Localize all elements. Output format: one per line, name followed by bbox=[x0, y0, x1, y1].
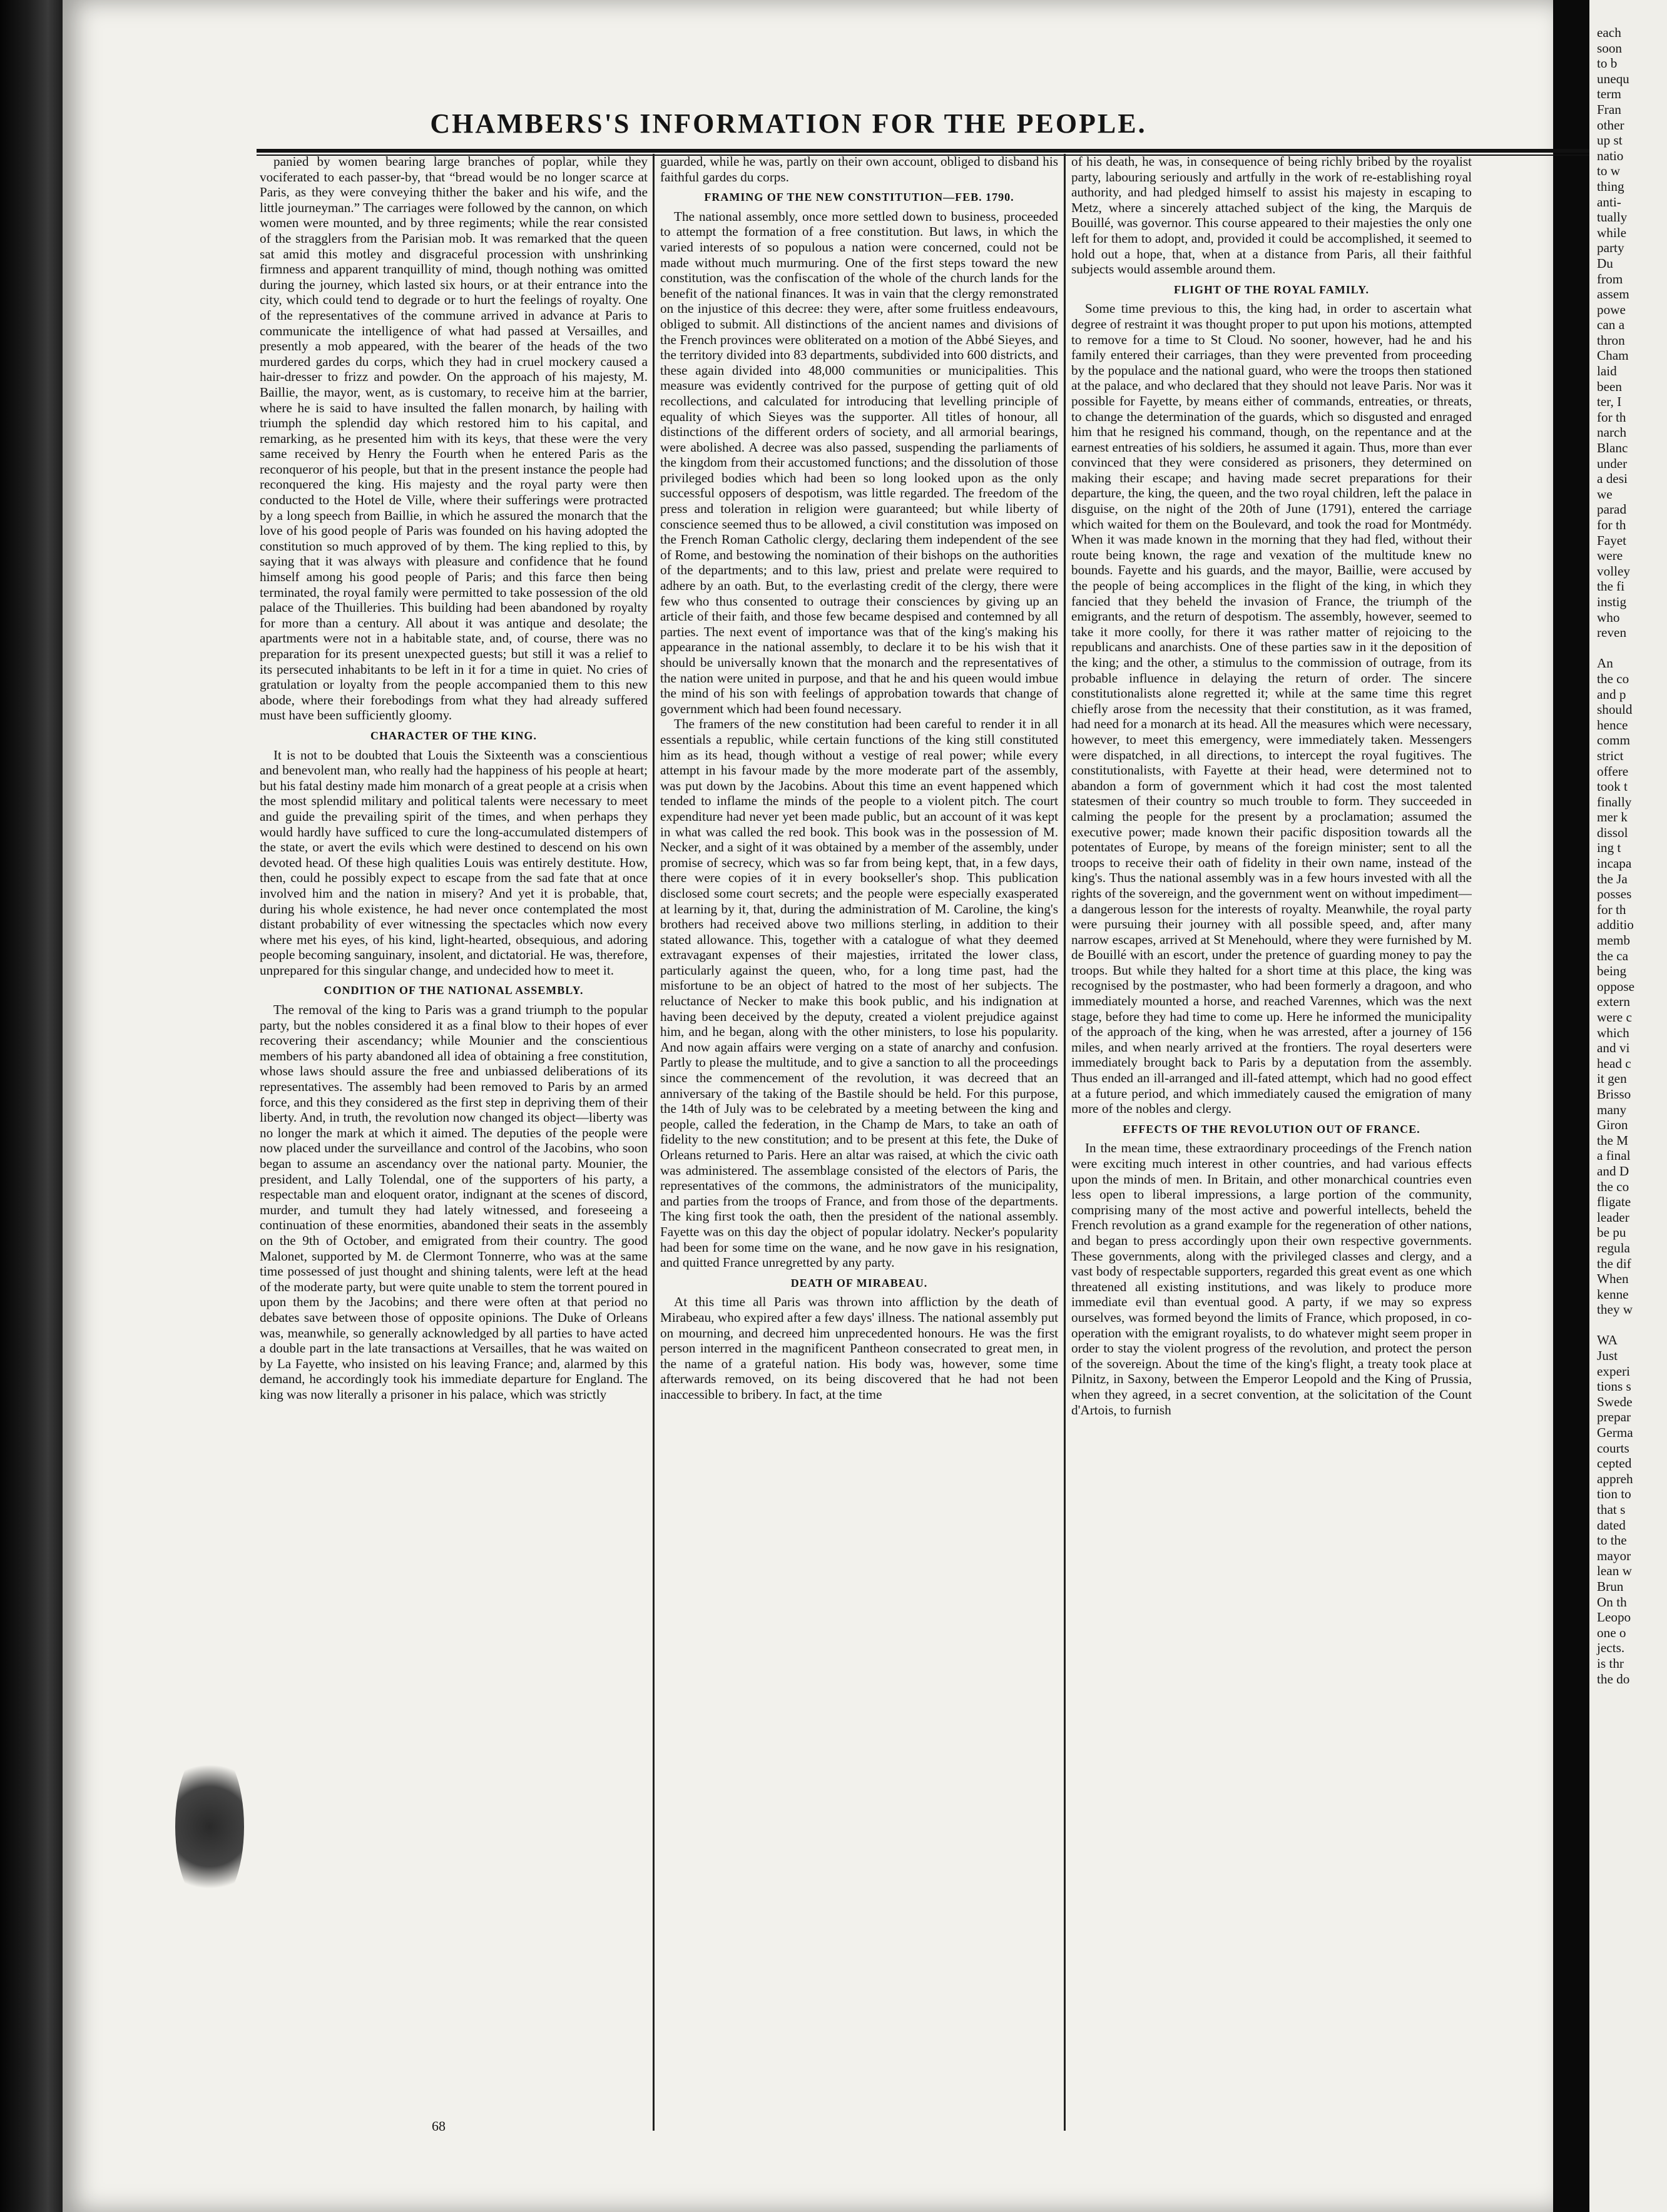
right-page-fragment: other bbox=[1597, 117, 1624, 133]
right-page-fragment: Just bbox=[1597, 1348, 1618, 1364]
right-page-fragment: to b bbox=[1597, 56, 1618, 71]
right-page-fragment: can a bbox=[1597, 317, 1625, 333]
right-page-fragment: courts bbox=[1597, 1440, 1629, 1456]
right-page-fragment: Fran bbox=[1597, 101, 1621, 117]
right-page-fragment: Fayet bbox=[1597, 532, 1627, 548]
right-page-fragment: Cham bbox=[1597, 348, 1629, 363]
right-page-fragment: be pu bbox=[1597, 1225, 1626, 1240]
right-page-fragment: kenne bbox=[1597, 1286, 1629, 1302]
right-page-fragment: soon bbox=[1597, 40, 1623, 56]
right-page-fragment: Germa bbox=[1597, 1425, 1633, 1441]
right-page-fragment: offere bbox=[1597, 763, 1629, 779]
right-page-edge bbox=[1589, 0, 1667, 2212]
paragraph: The removal of the king to Paris was a grand triumph to the popular party, but the nobles considered it as a final blow to their hopes of ever recovering their ascendancy; while Mounier and the conscientious members of his party abandoned all idea of obtaining a free constitution, whose laws should assure the free and unbiassed deliberations of its representatives. The assembly had been removed to Paris by an armed force, and this they considered as the first step in depriving them of their liberty. And, in truth, the revolution now changed its object—liberty was no longer the mark at which it aimed. The deputies of the people were now placed under the surveillance and control of the Jacobins, who soon began to assume an ascendancy over the national party. Mounier, the president, and Lally Tolendal, one of the supporters of his party, a respectable man and eloquent orator, indignant at the scenes of discord, murder, and tumult they had lately witnessed, and foreseeing a continuation of these enormities, abandoned their seats in the assembly on the 9th of October, and emigrated from their country. The good Malonet, supported by M. de Clermont Tonnerre, who was at the same time possessed of just thought and shining talents, were left at the head of the moderate party, but were quite unable to stem the torrent poured in upon them by the Jacobins; and there were often at that period no debates save between those of opposite opinions. The Duke of Orleans was, meanwhile, so generally acknowledged by all parties to have acted a double part in the late transactions at Versailles, that he was waited on by La Fayette, who insisted on his leaving France; and, alarmed by this demand, he accordingly took his immediate departure for England. The king was now literally a prisoner in his palace, which was strictly bbox=[260, 1002, 648, 1402]
right-page-fragment: fligate bbox=[1597, 1194, 1631, 1210]
paragraph: At this time all Paris was thrown into affliction by the death of Mirabeau, who expired after a few days' illness. The national assembly put on mourning, and decreed him unprecedented honours. He was the first person interred in the magnificent Pantheon consecrated to great men, in the name of a grateful nation. His body was, however, some time afterwards removed, on its being discovered that he had not been inaccessible to bribery. In fact, at the time bbox=[660, 1294, 1058, 1402]
right-page-fragment bbox=[1597, 1317, 1663, 1333]
right-page-fragment: a desi bbox=[1597, 471, 1628, 487]
right-page-fragment: tion to bbox=[1597, 1486, 1631, 1502]
right-page-fragment: dated bbox=[1597, 1517, 1626, 1533]
right-page-fragment: being bbox=[1597, 963, 1627, 979]
right-page-fragment: should bbox=[1597, 702, 1633, 718]
right-page-fragment: comm bbox=[1597, 733, 1630, 748]
right-page-fragment: regula bbox=[1597, 1240, 1630, 1256]
right-page-fragment: that s bbox=[1597, 1502, 1626, 1517]
right-page-fragment: took t bbox=[1597, 779, 1628, 794]
right-page-fragment: narch bbox=[1597, 425, 1627, 440]
ink-smudge bbox=[175, 1745, 244, 1908]
section-heading: DEATH OF MIRABEAU. bbox=[790, 1276, 928, 1289]
right-page-fragment: finally bbox=[1597, 794, 1632, 809]
book-spine bbox=[0, 0, 69, 2212]
right-page-fragment: to the bbox=[1597, 1533, 1627, 1548]
right-page-fragment: a final bbox=[1597, 1148, 1631, 1164]
column-divider-2 bbox=[1064, 154, 1066, 2131]
text-column-1 bbox=[260, 154, 648, 2124]
running-header: CHAMBERS'S INFORMATION FOR THE PEOPLE. bbox=[430, 108, 1147, 139]
right-page-fragment: the do bbox=[1597, 1671, 1630, 1687]
right-page-fragment: we bbox=[1597, 486, 1613, 502]
right-page-fragment: An bbox=[1597, 656, 1613, 671]
paragraph: Some time previous to this, the king had, in order to ascertain what degree of restraint it was thought proper to put upon his motions, attempted to remove for a time to St Cloud. No sooner, however, had he and his family entered their carriages, than they were prevented from proceeding by the populace and the national guard, who were the troops then stationed at the palace, and who declared that they should not leave Paris. Nor was it possible for Fayette, by means either of commands, entreaties, or threats, to change the determination of the guards, which so disgusted and enraged him that he resigned his command, though, on the repentance and at the earnest entreaties of his soldiers, he assumed it again. Thus, more than ever convinced that they were considered as prisoners, they determined on making their escape; and having made secret preparations for their departure, the king, the queen, and the two royal children, left the palace in disguise, on the night of the 20th of June (1791), entered the carriage which waited for them on the Boulevard, and took the road for Montmédy. When it was made known in the morning that they had fled, without their route being known, the rage and vexation of the multitude knew no bounds. Fayette and his guards, and the mayor, Baillie, were accused by the people of being accomplices in the flight of the king, in which they fancied that they beheld the invasion of France, the triumph of the emigrants, and the return of despotism. The assembly, however, seemed to take it more coolly, for there it was rather matter of rejoicing to the republicans and anarchists. One of these parties saw in it the deposition of the king; and the other, a stimulus to the commission of outrage, from its probable influence in delaying the return of order. The sincere constitutionalists alone regretted it; while at the same time this regret chiefly arose from the necessity that their constitution, as it was framed, had need for a monarch at its head. All the measures which were necessary, however, to meet this emergency, were immediately taken. Messengers were dispatched, in all directions, to intercept the royal fugitives. The constitutionalists, with Fayette at their head, were determined not to abandon a form of government which it had cost the most talented statesmen of their country so much trouble to form. They succeeded in calming the people for the present by a proclamation; assumed the executive power; made known their pacific disposition towards all the potentates of Europe, by means of the foreign minister; sent to all the troops to receive their oath of fidelity in their own name, instead of the king's. Thus the national assembly was in a few hours invested with all the rights of the sovereign, and the government went on without impediment—a dangerous lesson for the interests of royalty. Meanwhile, the royal party were pursuing their journey with all possible speed, and, after many narrow escapes, arrived at St Menehould, where they were furnished by M. de Bouillé with an escort, under the pretence of guarding money to pay the troops. But while they halted for a short time at this place, the king was recognised by the postmaster, who had been formerly a dragoon, and who immediately mounted a horse, and reached Varennes, which was the next stage, before they had time to come up. Here he informed the municipality of the approach of the king, when he was arrested, after a journey of 156 miles, and when nearly arrived at the frontiers. The royal deserters were immediately brought back to Paris by a deputation from the assembly. Thus ended an ill-arranged and ill-fated attempt, which had no good effect at a future period, and which immediately caused the emigration of many more of the nobles and clergy. bbox=[1071, 301, 1472, 1117]
right-page-fragment: thron bbox=[1597, 332, 1625, 348]
paragraph: of his death, he was, in consequence of being richly bribed by the royalist party, labouring seriously and artfully in the work of re-establishing royal authority, and had pledged himself to assist his majesty in escaping to Metz, where a sincerely attached subject of the king, the Marquis de Bouillé, was governor. This course appeared to their majesties the only one left for them to adopt, and, provided it could be accomplished, it seemed to hold out a hope, that, when at a distance from Paris, all their faithful subjects would assemble around them. bbox=[1071, 154, 1472, 277]
right-page-fragment: while bbox=[1597, 225, 1627, 240]
text-column-2 bbox=[660, 154, 1058, 2137]
right-page-fragment: hence bbox=[1597, 717, 1628, 733]
right-page-fragment: many bbox=[1597, 1102, 1627, 1117]
right-page-fragment: ter, I bbox=[1597, 394, 1622, 410]
right-page-fragment: appreh bbox=[1597, 1471, 1633, 1486]
page-number: 68 bbox=[432, 2118, 446, 2134]
right-page-fragment: it gen bbox=[1597, 1071, 1627, 1087]
right-page-fragment: one o bbox=[1597, 1625, 1626, 1640]
right-page-fragment: ing t bbox=[1597, 840, 1621, 856]
right-page-fragment: to w bbox=[1597, 163, 1621, 179]
right-page-fragment: tions s bbox=[1597, 1379, 1631, 1394]
right-page-fragment: they w bbox=[1597, 1302, 1633, 1317]
right-page-fragment: been bbox=[1597, 378, 1622, 394]
right-page-fragment: mer k bbox=[1597, 809, 1628, 825]
right-page-fragment: for th bbox=[1597, 901, 1626, 917]
right-page-fragment: mayor bbox=[1597, 1548, 1631, 1563]
right-page-fragment: Swede bbox=[1597, 1394, 1633, 1409]
right-page-fragment: incapa bbox=[1597, 856, 1632, 871]
right-page-fragment: the Ja bbox=[1597, 871, 1628, 886]
right-page-fragment: anti- bbox=[1597, 194, 1621, 210]
right-page-fragment: additio bbox=[1597, 917, 1634, 933]
column-divider-1 bbox=[653, 154, 655, 2131]
paragraph: guarded, while he was, partly on their own account, obliged to disband his faithful gardes du corps. bbox=[660, 154, 1058, 185]
right-page-fragment: head c bbox=[1597, 1055, 1631, 1071]
right-page-fragment: parad bbox=[1597, 502, 1627, 517]
right-page-fragment: and p bbox=[1597, 686, 1626, 702]
right-page-fragment: the M bbox=[1597, 1132, 1629, 1148]
right-page-fragment: Blanc bbox=[1597, 440, 1628, 456]
section-heading: EFFECTS OF THE REVOLUTION OUT OF FRANCE. bbox=[1123, 1122, 1420, 1135]
right-page-fragment: each bbox=[1597, 25, 1621, 40]
right-page-fragment: assem bbox=[1597, 287, 1629, 302]
paragraph: The framers of the new constitution had been careful to render it in all essentials a republic, while certain functions of the king still constituted him as its head, though without a vestige of real power; while every attempt in his favour made by the more moderate part of the assembly, was put down by the Jacobins. About this time an event happened which tended to inflame the minds of the people to a violent pitch. The court expenditure had never yet been made public, but an account of it was kept in what was called the red book. This book was in the possession of M. Necker, and a sight of it was obtained by a member of the assembly, under promise of secrecy, which was so far from being kept, that, in a few days, there were copies of it in every bookseller's shop. This publication disclosed some court secrets; and the people were especially exasperated at learning by it, that, during the administration of M. Caroline, the king's brothers had received above two millions sterling, in addition to their stated allowance. This, together with a catalogue of what they deemed extravagant expenses of their majesties, irritated the lower class, particularly against the queen, who, for a long time past, had the misfortune to be an object of hatred to the most of her subjects. The reluctance of Necker to make this book public, and his indignation at having been deceived by the deputy, created a violent prejudice against him, and he began, along with the other ministers, to lose his popularity. And now again affairs were verging on a state of anarchy and confusion. Partly to please the multitude, and to give a sanction to all the proceedings since the commencement of the revolution, it was decreed that an anniversary of the taking of the Bastile should be held. For this purpose, the 14th of July was to be celebrated by a meeting between the king and people, called the federation, in the Champ de Mars, to take an oath of fidelity to the new constitution; and to be present at this fete, the Duke of Orleans returned to Paris. Here an altar was raised, at which the civic oath was administered. The assemblage consisted of the electors of Paris, the representatives of the commons, the administrators of the municipality, and parties from the troops of France, and from those of the departments. The king first took the oath, then the president of the national assembly. Fayette was on this day the object of popular idolatry. Necker's popularity had been for some time on the wane, and he now gave in his resignation, and quitted France unregretted by any party. bbox=[660, 716, 1058, 1271]
right-page-fragment: is thr bbox=[1597, 1655, 1624, 1671]
right-page-fragment: powe bbox=[1597, 302, 1626, 317]
right-page-fragment: extern bbox=[1597, 994, 1630, 1010]
right-page-fragment: memb bbox=[1597, 933, 1630, 948]
right-page-fragment: WA bbox=[1597, 1332, 1618, 1348]
right-page-fragment: experi bbox=[1597, 1363, 1630, 1379]
right-page-fragment bbox=[1597, 641, 1663, 656]
right-page-fragment: cepted bbox=[1597, 1456, 1632, 1471]
right-page-fragment: Du bbox=[1597, 255, 1613, 271]
paragraph: In the mean time, these extraordinary proceedings of the French nation were exciting much interest in other countries, and had various effects upon the minds of men. In Britain, and other monarchical countries even less open to liberal impressions, a large portion of the community, comprising many of the most active and powerful intellects, beheld the French revolution as a grand example for the regeneration of other nations, and began to press accordingly upon their own respective governments. These governments, along with the privileged classes and clergy, and a vast body of respectable supporters, regarded this great event as one which threatened all existing institutions, and was likely to produce more immediate evil than eventual good. A party, if we may so express ourselves, was formed beyond the limits of France, which proposed, in co-operation with the emigrant royalists, to do whatever might seem proper in order to stay the violent progress of the revolution, and protect the person of the sovereign. About the time of the king's flight, a treaty took place at Pilnitz, in Saxony, between the Emperor Leopold and the King of Prussia, when they agreed, in a secret convention, at the solicitation of the Count d'Artois, to furnish bbox=[1071, 1140, 1472, 1418]
right-page-fragment: natio bbox=[1597, 148, 1624, 163]
right-page-fragment: unequ bbox=[1597, 71, 1629, 86]
right-page-fragment: jects. bbox=[1597, 1640, 1625, 1656]
section-heading: CONDITION OF THE NATIONAL ASSEMBLY. bbox=[324, 984, 584, 997]
right-page-fragment: Brisso bbox=[1597, 1086, 1631, 1102]
right-page-text-fragments bbox=[1589, 0, 1667, 1687]
section-heading: CHARACTER OF THE KING. bbox=[370, 729, 538, 742]
right-page-fragment: Leopo bbox=[1597, 1610, 1631, 1625]
section-heading: FLIGHT OF THE ROYAL FAMILY. bbox=[1174, 283, 1369, 296]
right-page-fragment: who bbox=[1597, 609, 1620, 625]
right-page-fragment: party bbox=[1597, 240, 1624, 256]
right-page-fragment: the ca bbox=[1597, 948, 1628, 963]
right-page-fragment: the dif bbox=[1597, 1256, 1631, 1271]
right-page-fragment: thing bbox=[1597, 178, 1624, 194]
right-page-fragment: the co bbox=[1597, 1179, 1629, 1194]
right-page-fragment: volley bbox=[1597, 563, 1630, 579]
right-page-fragment: strict bbox=[1597, 748, 1624, 763]
right-page-fragment: reven bbox=[1597, 625, 1627, 641]
right-page-fragment: oppose bbox=[1597, 978, 1635, 994]
right-page-fragment: from bbox=[1597, 271, 1623, 287]
right-page-fragment: instig bbox=[1597, 594, 1627, 609]
right-page-fragment: for th bbox=[1597, 409, 1626, 425]
header-rule-thick bbox=[257, 149, 1589, 153]
right-page-fragment: and vi bbox=[1597, 1040, 1630, 1056]
right-page-fragment: term bbox=[1597, 86, 1621, 102]
text-column-3 bbox=[1071, 154, 1472, 2137]
right-page-fragment: up st bbox=[1597, 133, 1623, 148]
right-page-fragment: lean w bbox=[1597, 1563, 1632, 1579]
right-page-fragment: When bbox=[1597, 1271, 1629, 1287]
right-page-fragment: under bbox=[1597, 455, 1628, 471]
right-page-fragment: were c bbox=[1597, 1010, 1632, 1025]
right-page-fragment: the co bbox=[1597, 671, 1629, 686]
right-page-fragment: laid bbox=[1597, 363, 1617, 379]
right-page-fragment: dissol bbox=[1597, 824, 1628, 840]
right-page-fragment: the fi bbox=[1597, 579, 1625, 594]
right-page-fragment: posses bbox=[1597, 886, 1632, 902]
paragraph: It is not to be doubted that Louis the Sixteenth was a conscientious and benevolent man, who really had the happiness of his people at heart; but his fatal destiny made him monarch of a great people at a crisis when the most splendid military and political talents were necessary to meet and guide the prevailing spirit of the times, and when perhaps they would hardly have sufficed to cure the long-accumulated distempers of the state, or avert the evils which were destined to descend on his own devoted head. Of these high qualities Louis was entirely destitute. How, then, could he possibly expect to escape from the sad fate that at once involved him and the nation in misery? And yet it is probable, that, during his whole existence, he had never once contemplated the most distant probability of ever witnessing the spectacles which now every where met his eyes, of his kind, light-hearted, obsequious, and adoring people becoming sanguinary, insolent, and dictatorial. He was, therefore, unprepared for this singular change, and undecided how to meet it. bbox=[260, 747, 648, 978]
right-page-fragment: prepar bbox=[1597, 1409, 1631, 1425]
right-page-fragment: On th bbox=[1597, 1594, 1627, 1610]
paragraph: The national assembly, once more settled down to business, proceeded to attempt the formation of a free constitution. But laws, in which the varied interests of so populous a nation were concerned, could not be made without much murmuring. One of the first steps toward the new constitution, was the confiscation of the whole of the church lands for the benefit of the national finances. It was in vain that the clergy remonstrated on the injustice of this decree: they were, after some fruitless endeavours, obliged to submit. All distinctions of the ancient names and divisions of the French provinces were obliterated on a motion of the Abbé Sieyes, and the territory divided into 83 departments, subdivided into 600 districts, and these again divided into 48,000 communities or municipalities. This measure was evidently contrived for the purpose of getting quit of old recollections, and calculated for introducing that levelling principle of equality of which Sieyes was the supporter. All titles of honour, all distinctions of the different orders of society, and all armorial bearings, were abolished. A decree was also passed, suspending the parliaments of the kingdom from their accustomed functions; and the dissolution of those privileged bodies which had been so long looked upon as the only successful opposers of despotism, was little regarded. The freedom of the press and toleration in religion were guaranteed; but while liberty of conscience seemed thus to be allowed, a civil constitution was imposed on the French Roman Catholic clergy, declaring them independent of the see of Rome, and bestowing the nomination of their bishops on the authorities of the departments; and to this law, priest and prelate were required to adhere by an oath. But, to the everlasting credit of the clergy, there were few who thus consented to outrage their consciences by giving up an article of their faith, and those few became despised and contemned by all parties. The next event of importance was that of the king's making his appearance in the national assembly, to declare it to be his wish that it should be universally known that the monarch and the representatives of the nation were united in purpose, and that he and his queen would imbue the mind of his son with feelings of approbation towards that change of government which had been found necessary. bbox=[660, 208, 1058, 716]
right-page-fragment: leader bbox=[1597, 1209, 1629, 1225]
right-page-fragment: Brun bbox=[1597, 1578, 1624, 1594]
right-page-fragment: were bbox=[1597, 548, 1623, 564]
paragraph: panied by women bearing large branches of poplar, while they vociferated to each passer-by, that “bread would be no longer scarce at Paris, as they were conveying thither the baker and his wife, and the little journeyman.” The carriages were followed by the cannon, on which women were mounted, and by three regiments; while the rear consisted of the stragglers from the Parisian mob. It was remarked that the queen sat amid this motley and disgraceful procession with unshrinking firmness and apparent tranquillity of mind, though nothing was omitted during the journey, which lasted six hours, or at their entrance into the city, which could tend to degrade or to hurt the feelings of royalty. One of the representatives of the commune arrived in advance at Paris to communicate the intelligence of what had passed at Versailles, and presently a mob appeared, with the bearer of the heads of the two murdered gardes du corps, which they had in cruel mockery caused a hair-dresser to frizz and powder. On the approach of his majesty, M. Baillie, the mayor, went, as is customary, to receive him at the barrier, where he is said to have insulted the fallen monarch, by hailing with triumph the splendid day which restored him to his capital, and remarking, as he presented him with its keys, that these were the very same received by Henry the Fourth when he entered Paris as the reconqueror of his people, but that in the present instance the people had reconquered the king. His majesty and the royal party were then conducted to the Hotel de Ville, where their sufferings were protracted by a long speech from Baillie, in which he assured the monarch that the love of his good people of Paris was founded on his having adopted the constitution so much approved of by them. The king replied to this, by saying that it was always with pleasure and confidence that he found himself among his good people of Paris; and this farce then being terminated, the royal family were permitted to take possession of the old palace of the Thuilleries. This building had been abandoned by royalty for more than a century. All about it was antique and desolate; the apartments were not in a habitable state, and, of course, there was no preparation for its present unexpected guests; but still it was a relief to its persecuted inhabitants to be left in it for a time in quiet. No cries of gratulation or loyalty from the people accompanied them to this new abode, where their forebodings from what they had already suffered must have been sufficiently gloomy. bbox=[260, 154, 648, 723]
right-page-fragment: for th bbox=[1597, 517, 1626, 532]
right-page-fragment: tually bbox=[1597, 210, 1628, 225]
right-page-fragment: Giron bbox=[1597, 1117, 1628, 1133]
page-gutter bbox=[1553, 0, 1589, 2212]
right-page-fragment: which bbox=[1597, 1025, 1629, 1040]
right-page-fragment: and D bbox=[1597, 1163, 1629, 1179]
section-heading: FRAMING OF THE NEW CONSTITUTION—FEB. 1790. bbox=[704, 191, 1014, 204]
